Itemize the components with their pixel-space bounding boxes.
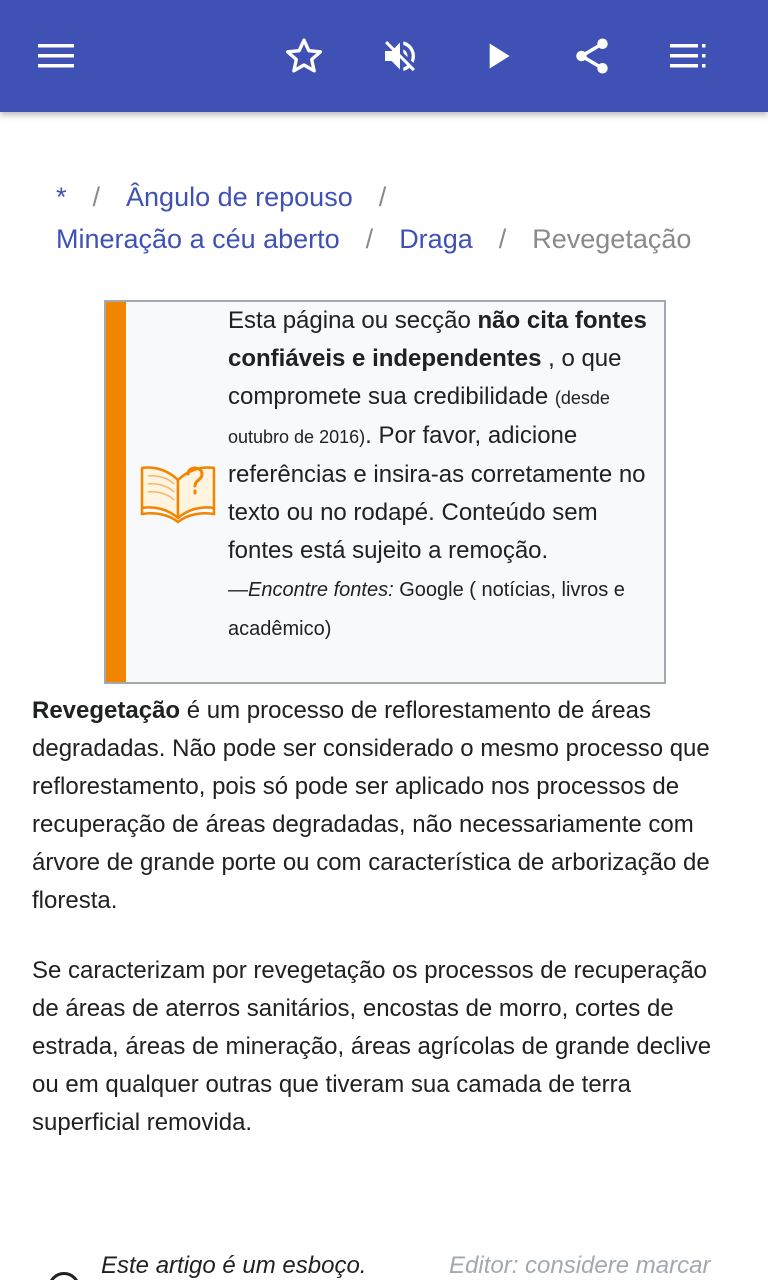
- breadcrumb-item-angulo-de-repouso[interactable]: Ângulo de repouso: [126, 182, 353, 212]
- notice-bold: não cita fontes confiáveis e independentes: [228, 307, 647, 372]
- breadcrumb-separator: /: [365, 224, 374, 254]
- stub-text: Este artigo é um esboço.: [101, 1252, 367, 1279]
- stub-editor-text: Editor: considere marcar: [449, 1252, 711, 1279]
- breadcrumb-separator: /: [378, 182, 387, 212]
- notice-request: . Por favor, adicione referências e insira-as corretamente no texto ou no rodapé. Conteúdo sem fontes está sujeito a remoção.: [228, 422, 646, 564]
- breadcrumb-item-mineracao[interactable]: Mineração a céu aberto: [56, 224, 340, 254]
- menu-button[interactable]: [32, 32, 80, 80]
- breadcrumb-item-draga[interactable]: Draga: [399, 224, 473, 254]
- notice-date: (desde outubro de 2016): [228, 388, 610, 447]
- breadcrumb: [56, 176, 746, 260]
- play-icon: [478, 36, 518, 76]
- article-paragraph-2: Se caracterizam por revegetação os processos de recuperação de áreas de aterros sanitários, encostas de morro, cortes de estrada, áreas de mineração, áreas agrícolas de grande declive ou em qualquer outras que tiveram sua camada de terra superficial removida.: [32, 957, 712, 1136]
- breadcrumb-separator: /: [498, 224, 507, 254]
- sources-notice-box: [104, 300, 666, 684]
- notice-accent-bar: [106, 302, 126, 682]
- menu-icon: [36, 41, 76, 71]
- share-button[interactable]: [568, 32, 616, 80]
- breadcrumb-separator: /: [92, 182, 101, 212]
- article-paragraph-1-text: é um processo de reflorestamento de áreas degradadas. Não pode ser considerado o mesmo processo que reflorestamento, pois só pode ser aplicado nos processos de recuperação de áreas degradadas, não necessariamente com árvore de grande porte ou com característica de arborização de floresta.: [32, 697, 710, 914]
- notice-dash: —: [228, 579, 248, 601]
- article-paragraph-1: [32, 692, 732, 920]
- article-title-bold: Revegetação: [32, 697, 181, 724]
- notice-sources: [228, 579, 625, 640]
- volume-off-icon: [380, 36, 420, 76]
- app-toolbar: [0, 0, 768, 112]
- book-question-icon: [138, 458, 218, 524]
- contents-button[interactable]: [664, 32, 712, 80]
- stub-notice: [0, 1244, 768, 1280]
- breadcrumb-current: Revegetação: [532, 224, 692, 254]
- notice-text: [228, 302, 658, 648]
- star-outline-icon: [284, 36, 324, 76]
- notice-source-links[interactable]: Google ( notícias, livros e acadêmico): [228, 579, 625, 640]
- notice-intro: Esta página ou secção: [228, 307, 478, 334]
- notice-source-label: Encontre fontes:: [248, 579, 394, 601]
- notice-after-bold: , o que compromete sua credibilidade: [228, 345, 622, 410]
- mute-button[interactable]: [376, 32, 424, 80]
- breadcrumb-item-home[interactable]: *: [56, 182, 67, 212]
- list-icon: [668, 41, 708, 71]
- play-button[interactable]: [474, 32, 522, 80]
- stub-icon: [48, 1272, 80, 1280]
- share-icon: [571, 35, 613, 77]
- favorite-button[interactable]: [280, 32, 328, 80]
